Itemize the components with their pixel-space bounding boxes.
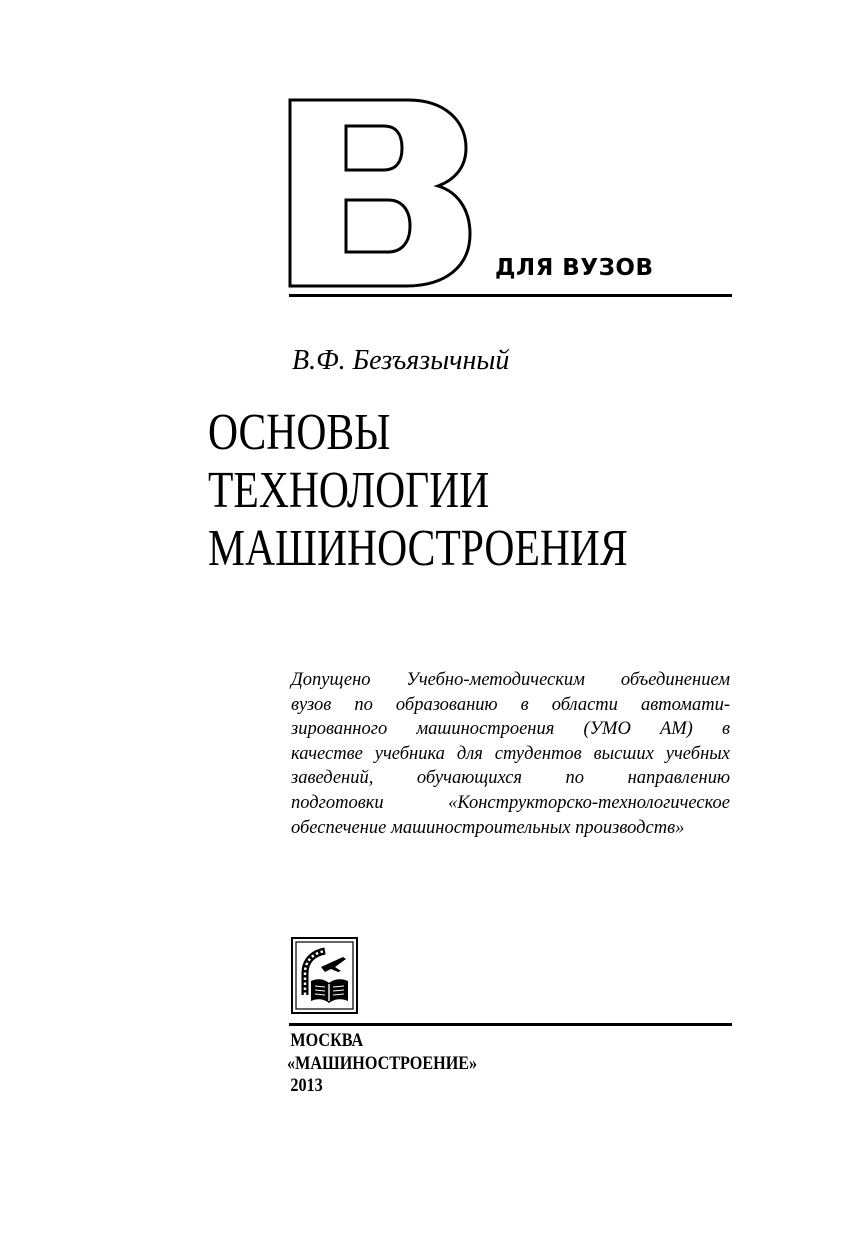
approval-statement [291,668,730,840]
book-title [208,404,628,578]
title-line: ОСНОВЫ [208,404,391,461]
approval-line: заведений, обучающихся по направлению [291,768,730,789]
imprint [287,1030,477,1098]
approval-line: обеспечение машиностроительных производств» [291,817,685,838]
title-line: МАШИНОСТРОЕНИЯ [208,520,628,577]
approval-line: вузов по образованию в области автомати- [291,694,730,715]
author-name: В.Ф. Безъязычный [292,345,510,376]
approval-line: качестве учебника для студентов высших учебных [291,743,730,764]
imprint-year: 2013 [290,1075,323,1096]
approval-line: подготовки «Конструкторско-технологическое [291,792,730,813]
imprint-publisher: «МАШИНОСТРОЕНИЕ» [287,1052,478,1074]
imprint-divider [289,1023,732,1026]
publisher-emblem-icon [291,937,358,1014]
approval-line: зированного машиностроения (УМО АМ) в [291,719,730,740]
series-label: ДЛЯ ВУЗОВ [495,255,654,281]
title-line: ТЕХНОЛОГИИ [208,462,490,519]
series-divider [289,294,732,297]
imprint-city: МОСКВА [290,1030,364,1051]
series-logo-icon [288,98,473,288]
approval-line: Допущено Учебно-методическим объединением [291,670,730,690]
